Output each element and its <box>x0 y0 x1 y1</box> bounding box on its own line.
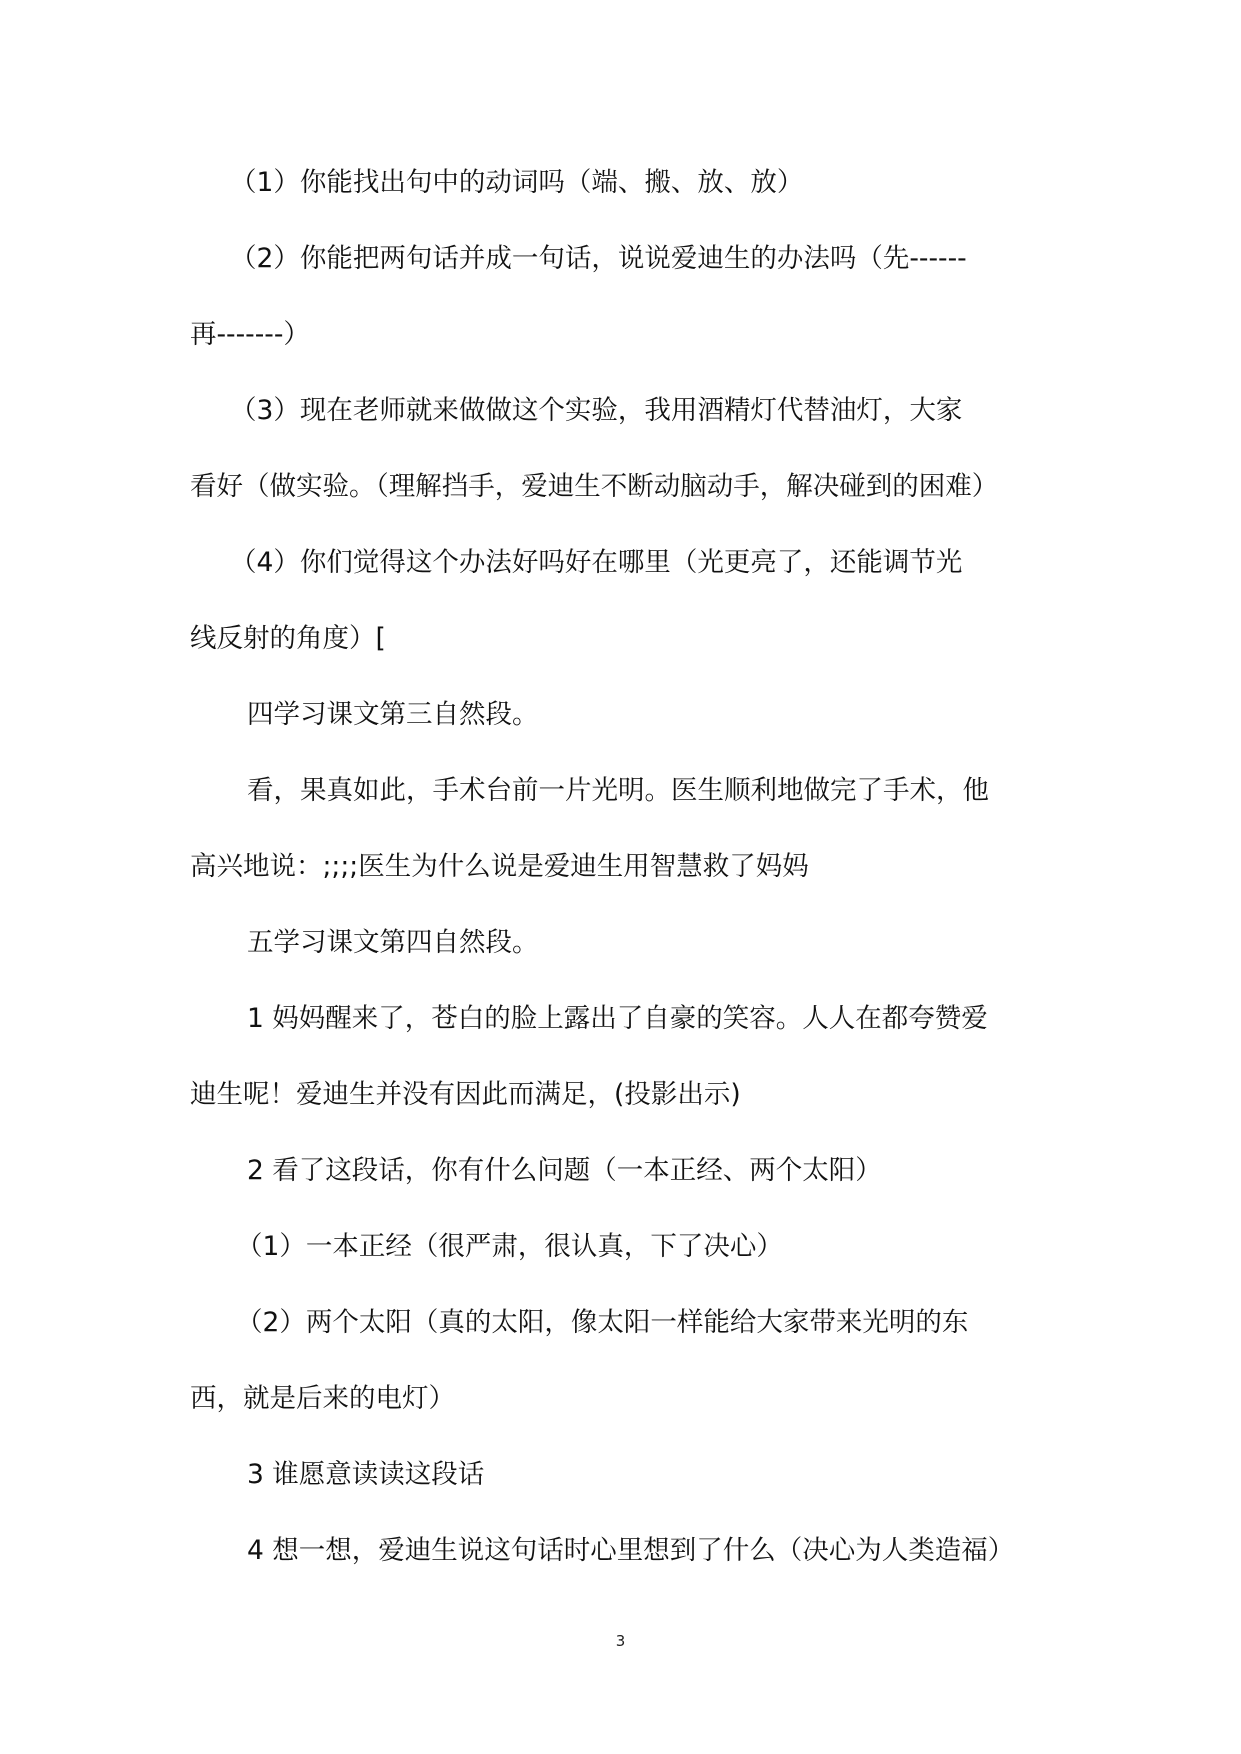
text-line: （1）一本正经（很严肃，很认真，下了决心） <box>236 1231 783 1262</box>
text-line: 线反射的角度）[ <box>190 623 386 654</box>
text-line: （3）现在老师就来做做这个实验，我用酒精灯代替油灯，大家 <box>230 395 963 426</box>
paragraph-1 <box>190 145 1050 221</box>
page-number: 3 <box>615 1632 626 1650</box>
document-body <box>190 145 1050 1589</box>
text-line: 2 看了这段话，你有什么问题（一本正经、两个太阳） <box>247 1155 882 1186</box>
paragraph-8 <box>190 981 1050 1133</box>
paragraph-4 <box>190 525 1050 677</box>
paragraph-7 <box>190 905 1050 981</box>
paragraph-6 <box>190 753 1050 905</box>
text-line: 3 谁愿意读读这段话 <box>247 1459 485 1490</box>
text-line: （1）你能找出句中的动词吗（端、搬、放、放） <box>230 167 804 198</box>
paragraph-12 <box>190 1437 1050 1513</box>
paragraph-11 <box>190 1285 1050 1437</box>
text-line: 四学习课文第三自然段。 <box>247 699 539 730</box>
paragraph-2 <box>190 221 1050 373</box>
text-line: （4）你们觉得这个办法好吗好在哪里（光更亮了，还能调节光 <box>230 547 963 578</box>
text-line: 再-------） <box>190 319 310 350</box>
text-line: 五学习课文第四自然段。 <box>247 927 539 958</box>
text-line: （2）你能把两句话并成一句话，说说爱迪生的办法吗（先------ <box>230 243 967 274</box>
paragraph-3 <box>190 373 1050 525</box>
text-line: 1 妈妈醒来了，苍白的脸上露出了自豪的笑容。人人在都夸赞爱 <box>247 1003 988 1034</box>
text-line: 高兴地说：;;;;医生为什么说是爱迪生用智慧救了妈妈 <box>190 851 809 882</box>
text-line: 看，果真如此，手术台前一片光明。医生顺利地做完了手术，他 <box>247 775 989 806</box>
paragraph-5 <box>190 677 1050 753</box>
text-line: 看好（做实验。（理解挡手，爱迪生不断动脑动手，解决碰到的困难） <box>190 471 999 502</box>
text-line: 迪生呢！爱迪生并没有因此而满足，(投影出示) <box>190 1079 741 1110</box>
paragraph-9 <box>190 1133 1050 1209</box>
text-line: 西，就是后来的电灯） <box>190 1383 455 1414</box>
text-line: 4 想一想，爱迪生说这句话时心里想到了什么（决心为人类造福） <box>247 1535 1015 1566</box>
text-line: （2）两个太阳（真的太阳，像太阳一样能给大家带来光明的东 <box>236 1307 969 1338</box>
paragraph-13 <box>190 1513 1050 1589</box>
paragraph-10 <box>190 1209 1050 1285</box>
